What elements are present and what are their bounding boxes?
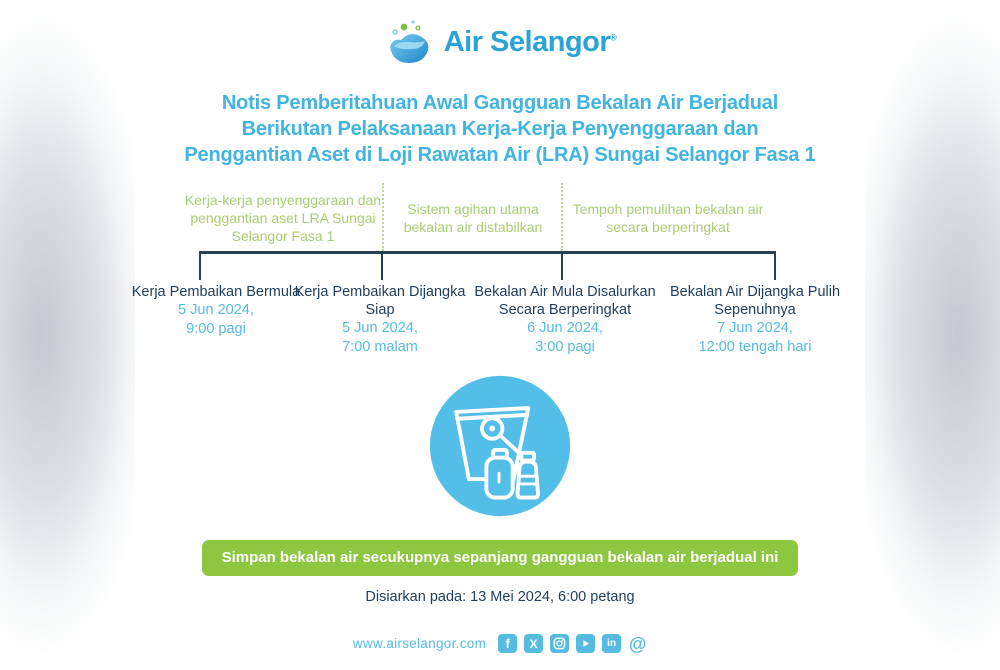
event-name: Kerja Pembaikan Bermula <box>131 284 301 300</box>
event-time: 3:00 pagi <box>535 339 595 355</box>
title-line-1: Notis Pemberitahuan Awal Gangguan Bekalan Air Berjadual <box>221 92 779 114</box>
website-link[interactable]: www.airselangor.com <box>352 636 487 651</box>
event-time: 7:00 malam <box>342 339 418 355</box>
youtube-icon[interactable] <box>576 634 595 653</box>
event-date: 6 Jun 2024, <box>527 320 603 336</box>
published-date: Disiarkan pada: 13 Mei 2024, 6:00 petang <box>365 589 635 605</box>
social-icons <box>498 634 647 653</box>
timeline <box>0 183 1000 378</box>
event-date: 5 Jun 2024, <box>342 320 418 336</box>
timeline-event-start <box>126 283 306 339</box>
timeline-axis <box>199 251 776 254</box>
advisory-banner: Simpan bekalan air secukupnya sepanjang gangguan bekalan air berjadual ini <box>202 540 798 576</box>
event-time: 9:00 pagi <box>186 321 246 337</box>
title-line-3: Penggantian Aset di Loji Rawatan Air (LRA) Sungai Selangor Fasa 1 <box>184 144 816 166</box>
phase-label-recovery: Tempoh pemulihan bekalan air secara berperingkat <box>572 201 764 235</box>
threads-icon[interactable]: @ <box>628 633 647 654</box>
phase-divider <box>561 183 563 251</box>
timeline-tick <box>199 251 201 280</box>
phase-label-maintenance: Kerja-kerja penyenggaraan dan penggantian aset LRA Sungai Selangor Fasa 1 <box>184 192 382 244</box>
phase-label-stabilisation: Sistem agihan utama bekalan air distabilkan <box>403 201 543 235</box>
linkedin-icon[interactable]: in <box>602 634 621 653</box>
title-line-2: Berikutan Pelaksanaan Kerja-Kerja Penyenggaraan dan <box>241 118 759 140</box>
registered-mark: ® <box>610 31 617 42</box>
timeline-tick <box>561 251 563 280</box>
phase-divider <box>382 183 384 251</box>
instagram-icon[interactable] <box>550 634 569 653</box>
notice-title <box>0 90 1000 168</box>
timeline-tick <box>381 251 383 280</box>
timeline-event-completion <box>290 283 470 357</box>
event-date: 7 Jun 2024, <box>717 320 793 336</box>
footer <box>0 634 1000 653</box>
timeline-tick <box>774 251 776 280</box>
event-time: 12:00 tengah hari <box>698 339 812 355</box>
water-storage-bucket-icon <box>427 373 573 519</box>
air-selangor-logo <box>0 16 1000 68</box>
facebook-icon[interactable]: f <box>498 634 517 653</box>
logo-wordmark: Air Selangor® <box>443 25 617 58</box>
water-droplet-logo-icon <box>384 16 436 68</box>
event-date: 5 Jun 2024, <box>178 302 254 318</box>
timeline-event-resupply <box>453 283 677 357</box>
event-name: Bekalan Air Mula Disalurkan Secara Berperingkat <box>474 284 656 318</box>
event-name: Kerja Pembaikan Dijangka Siap <box>294 284 466 318</box>
event-name: Bekalan Air Dijangka Pulih Sepenuhnya <box>669 284 841 318</box>
timeline-event-full-recovery <box>658 283 852 357</box>
x-twitter-icon[interactable]: X <box>524 634 543 653</box>
